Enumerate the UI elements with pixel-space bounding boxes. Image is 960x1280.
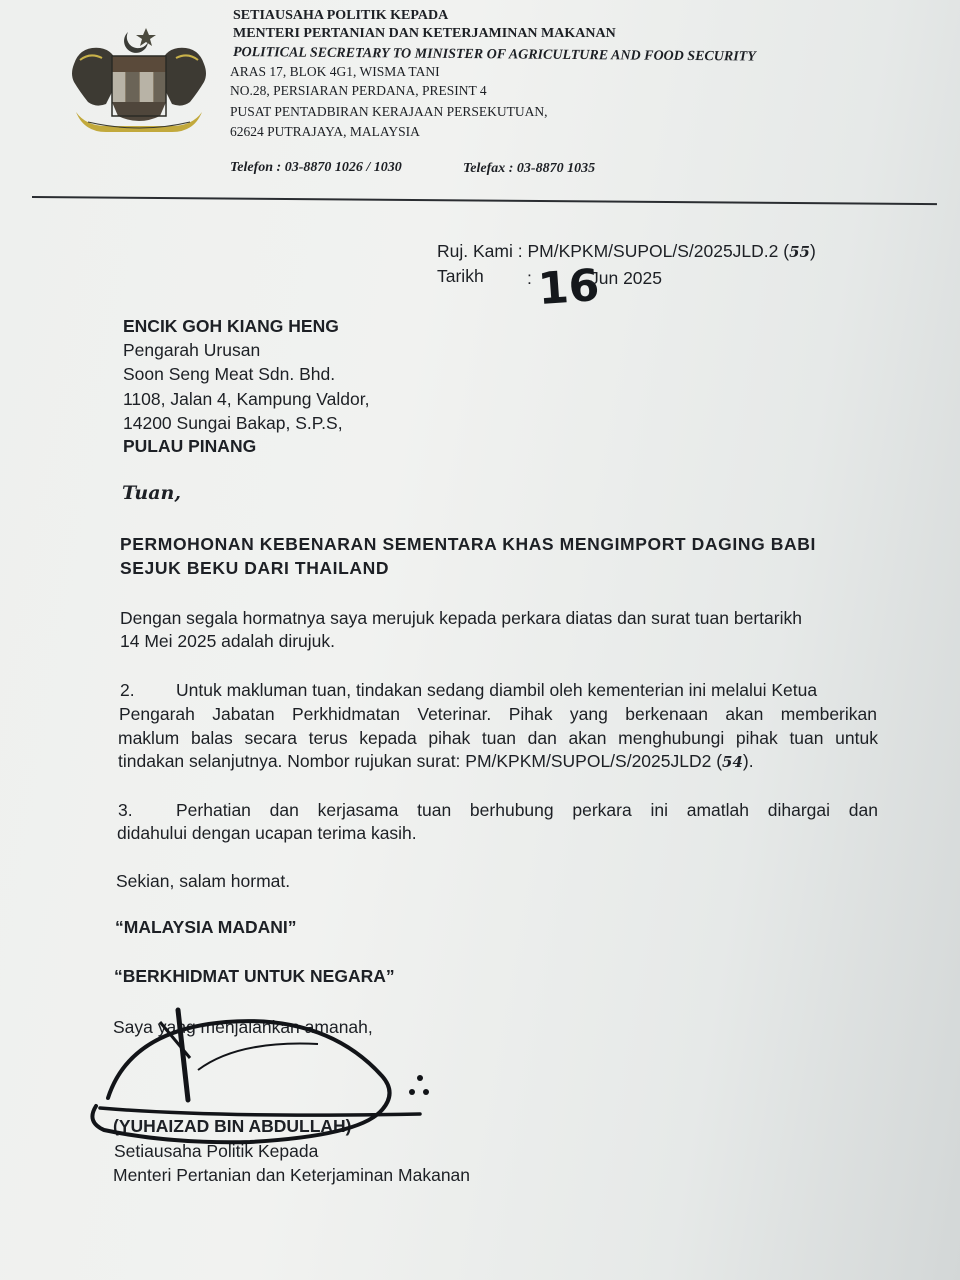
- paragraph-2-line-2: Pengarah Jabatan Perkhidmatan Veterinar. Pihak yang berkenaan akan memberikan: [119, 704, 877, 724]
- recipient-address-1: 1108, Jalan 4, Kampung Valdor,: [123, 389, 370, 409]
- letterhead-divider: [32, 196, 937, 205]
- letterhead-phone: Telefon : 03-8870 1026 / 1030: [230, 160, 402, 175]
- recipient-name: ENCIK GOH KIANG HENG: [123, 316, 339, 336]
- paragraph-2-line-4-text: tindakan selanjutnya. Nombor rujukan surat: PM/KPKM/SUPOL/S/2025JLD2 (: [118, 751, 723, 771]
- closing-text: Sekian, salam hormat.: [116, 871, 291, 891]
- recipient-company: Soon Seng Meat Sdn. Bhd.: [123, 364, 336, 384]
- reference-label: Ruj. Kami :: [437, 241, 523, 261]
- letterhead-line-2: MENTERI PERTANIAN DAN KETERJAMINAN MAKANAN: [233, 26, 616, 41]
- paragraph-3-number: 3.: [118, 800, 133, 820]
- recipient-address-2: 14200 Sungai Bakap, S.P.S,: [123, 413, 343, 433]
- paragraph-3-line-2: didahului dengan ucapan terima kasih.: [117, 823, 417, 843]
- letterhead-fax: Telefax : 03-8870 1035: [463, 161, 596, 176]
- date-colon: :: [527, 268, 532, 288]
- letterhead-address-1: ARAS 17, BLOK 4G1, WISMA TANI: [230, 64, 440, 79]
- reference-line: [437, 241, 816, 262]
- letterhead-address-4: 62624 PUTRAJAYA, MALAYSIA: [230, 124, 420, 139]
- trust-line: Saya yang menjalankan amanah,: [113, 1017, 373, 1037]
- paragraph-1-line-1: Dengan segala hormatnya saya merujuk kepada perkara diatas dan surat tuan bertarikh: [120, 608, 802, 628]
- reference-close: ): [809, 241, 816, 261]
- salutation: Tuan,: [122, 482, 181, 504]
- paragraph-2-line-1: Untuk makluman tuan, tindakan sedang diambil oleh kementerian ini melalui Ketua: [176, 680, 818, 700]
- paragraph-2-line-4: [118, 751, 754, 772]
- paragraph-2-ref-number: 54: [722, 753, 743, 771]
- letterhead-address-3: PUSAT PENTADBIRAN KERAJAAN PERSEKUTUAN,: [230, 104, 548, 119]
- recipient-state: PULAU PINANG: [123, 436, 257, 456]
- letterhead-line-3: POLITICAL SECRETARY TO MINISTER OF AGRICULTURE AND FOOD SECURITY: [232, 45, 756, 65]
- subject-line-2: SEJUK BEKU DARI THAILAND: [120, 558, 390, 578]
- signatory-role-1: Setiausaha Politik Kepada: [114, 1141, 319, 1161]
- reference-number: 55: [789, 243, 810, 261]
- date-label: Tarikh: [437, 266, 484, 286]
- date-day-handwritten: 16: [536, 259, 601, 316]
- letterhead-address-2: NO.28, PERSIARAN PERDANA, PRESINT 4: [230, 83, 487, 98]
- reference-value: PM/KPKM/SUPOL/S/2025JLD.2 (: [527, 241, 790, 261]
- date-month-year: Jun 2025: [590, 268, 663, 288]
- motto-berkhidmat: “BERKHIDMAT UNTUK NEGARA”: [114, 966, 395, 986]
- signatory-name: (YUHAIZAD BIN ABDULLAH): [113, 1116, 352, 1136]
- paragraph-3-line-1: Perhatian dan kerjasama tuan berhubung perkara ini amatlah dihargai dan: [176, 800, 878, 820]
- recipient-title: Pengarah Urusan: [123, 340, 261, 360]
- subject-line-1: PERMOHONAN KEBENARAN SEMENTARA KHAS MENGIMPORT DAGING BABI: [120, 534, 816, 554]
- paragraph-2-ref-close: ).: [742, 751, 754, 771]
- motto-malaysia-madani: “MALAYSIA MADANI”: [115, 917, 297, 937]
- paragraph-2-line-3: maklum balas secara terus kepada pihak tuan dan akan menghubungi pihak tuan untuk: [118, 728, 878, 748]
- coat-of-arms-icon: [66, 24, 212, 136]
- letterhead-line-1: SETIAUSAHA POLITIK KEPADA: [233, 8, 449, 23]
- paragraph-2-number: 2.: [120, 680, 135, 700]
- paragraph-1-line-2: 14 Mei 2025 adalah dirujuk.: [120, 631, 336, 651]
- signatory-role-2: Menteri Pertanian dan Keterjaminan Makanan: [113, 1165, 471, 1185]
